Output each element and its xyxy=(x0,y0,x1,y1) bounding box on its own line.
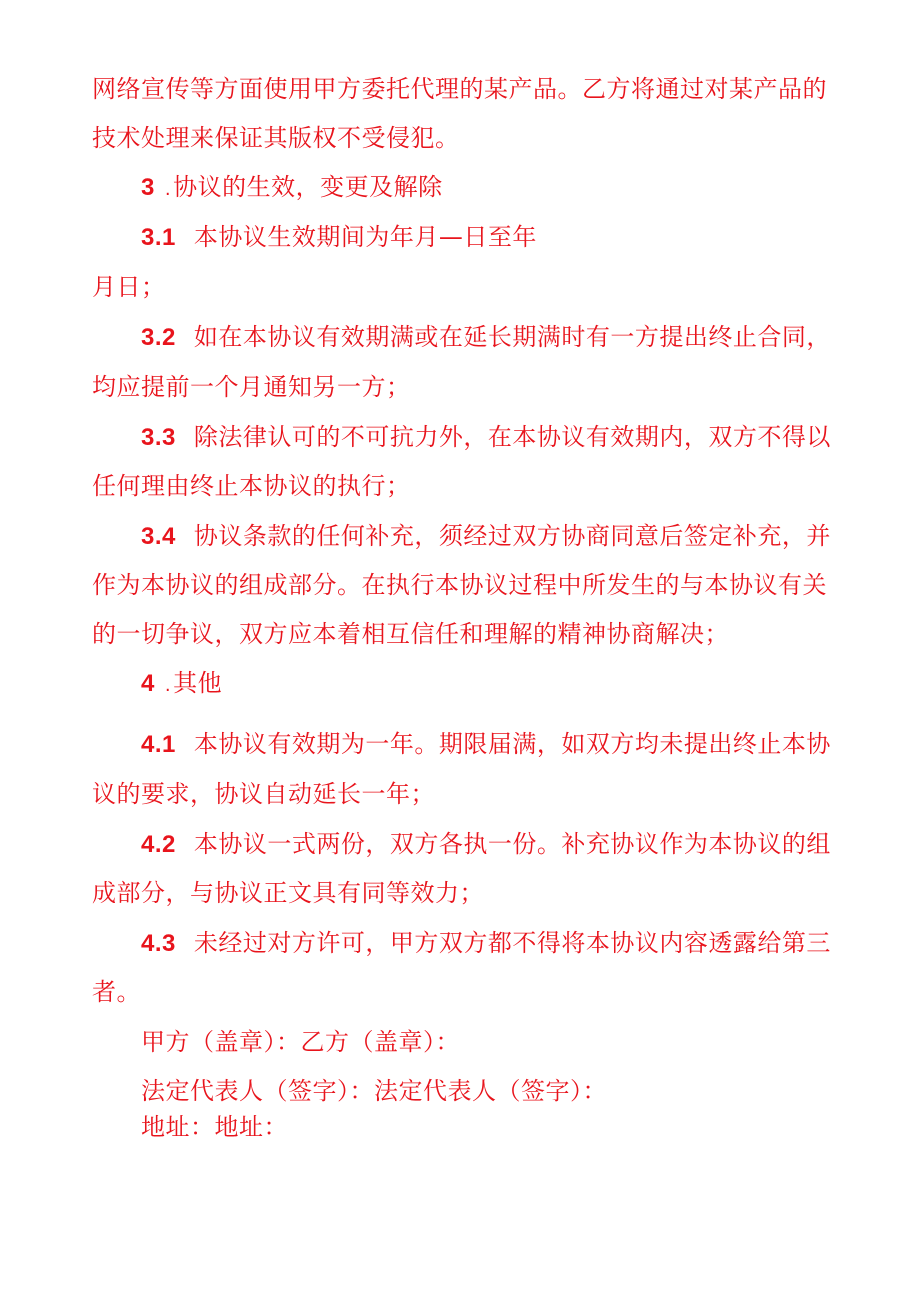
clause-3-3-number: 3.3 xyxy=(141,424,176,451)
intro-line-2: 技术处理来保证其版权不受侵犯。 xyxy=(92,124,460,152)
clause-3-2-text: 如在本协议有效期满或在延长期满时有一方提出终止合同， xyxy=(193,323,831,351)
clause-3-1-line-2: 月日； xyxy=(92,273,166,301)
clause-3-1-number: 3.1 xyxy=(141,224,176,251)
clause-4-2-line-2: 成部分，与协议正文具有同等效力； xyxy=(92,879,484,907)
seal-line: 甲方（盖章）：乙方（盖章）： xyxy=(141,1028,460,1056)
clause-4-2-number: 4.2 xyxy=(141,831,176,858)
clause-4-3-text: 未经过对方许可，甲方双方都不得将本协议内容透露给第三 xyxy=(193,929,831,957)
clause-3-2-line-2: 均应提前一个月通知另一方； xyxy=(92,373,411,401)
clause-3-4-line-1 xyxy=(141,521,831,552)
clause-3-4-line-2: 作为本协议的组成部分。在执行本协议过程中所发生的与本协议有关 xyxy=(92,571,827,599)
section-3-dot: . xyxy=(164,179,172,200)
clause-3-3-line-2: 任何理由终止本协议的执行； xyxy=(92,472,411,500)
representative-signature-line: 法定代表人（签字）：法定代表人（签字）： xyxy=(141,1077,607,1105)
clause-4-3-number: 4.3 xyxy=(141,930,176,957)
clause-4-2-text: 本协议一式两份，双方各执一份。补充协议作为本协议的组 xyxy=(193,830,831,858)
clause-3-4-number: 3.4 xyxy=(141,523,176,550)
section-4-number: 4 xyxy=(141,670,155,697)
clause-4-3-line-2: 者。 xyxy=(92,978,141,1006)
clause-3-3-line-1 xyxy=(141,422,831,453)
section-3-heading xyxy=(141,172,443,205)
section-4-dot: . xyxy=(164,675,172,696)
clause-3-2-number: 3.2 xyxy=(141,324,176,351)
clause-4-1-text: 本协议有效期为一年。期限届满，如双方均未提出终止本协 xyxy=(193,730,831,758)
clause-4-1-line-2: 议的要求，协议自动延长一年； xyxy=(92,780,435,808)
section-4-heading xyxy=(141,668,222,701)
section-3-title: 协议的生效，变更及解除 xyxy=(173,173,443,201)
clause-3-4-line-3: 的一切争议，双方应本着相互信任和理解的精神协商解决； xyxy=(92,620,729,648)
clause-4-1-number: 4.1 xyxy=(141,731,176,758)
clause-3-1-line-1 xyxy=(141,222,537,253)
intro-line-1: 网络宣传等方面使用甲方委托代理的某产品。乙方将通过对某产品的 xyxy=(92,75,827,103)
clause-3-1-text: 本协议生效期间为年月—日至年 xyxy=(193,223,537,251)
section-3-number: 3 xyxy=(141,174,155,201)
clause-3-4-text: 协议条款的任何补充，须经过双方协商同意后签定补充，并 xyxy=(193,522,831,550)
clause-3-3-text: 除法律认可的不可抗力外，在本协议有效期内，双方不得以 xyxy=(193,423,831,451)
clause-4-1-line-1 xyxy=(141,729,831,760)
clause-4-2-line-1 xyxy=(141,829,831,860)
clause-3-2-line-1 xyxy=(141,322,831,353)
clause-4-3-line-1 xyxy=(141,928,831,959)
address-line: 地址：地址： xyxy=(141,1113,288,1141)
section-4-title: 其他 xyxy=(173,669,223,697)
